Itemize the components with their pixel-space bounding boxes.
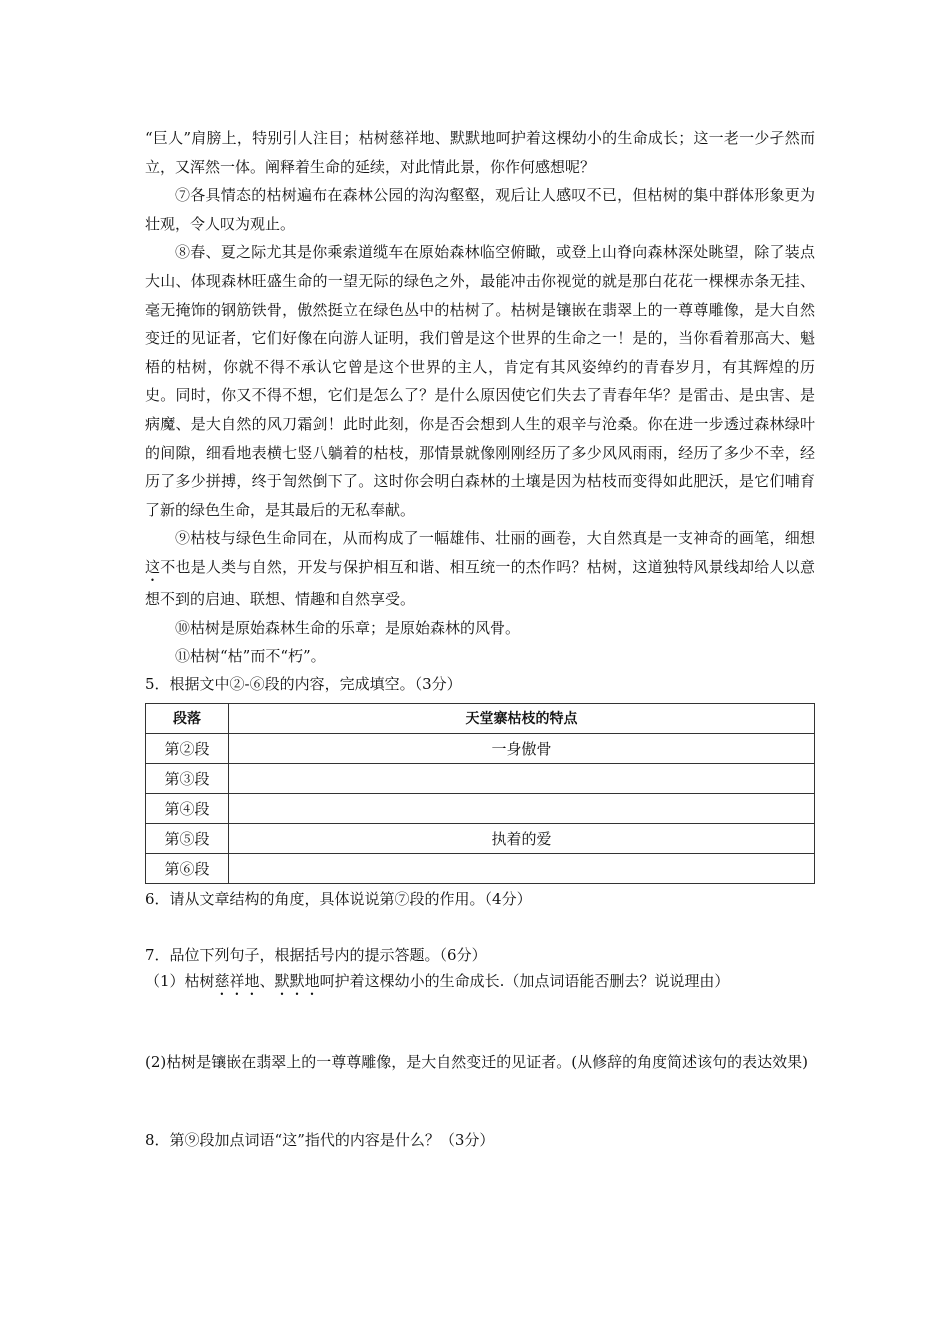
table-row xyxy=(146,733,815,763)
row-label: 第②段 xyxy=(146,733,229,763)
header-paragraph: 段落 xyxy=(146,703,229,733)
table-row xyxy=(146,763,815,793)
answer-cell[interactable] xyxy=(229,853,815,883)
paragraph-10: ⑩枯树是原始森林生命的乐章；是原始森林的风骨。 xyxy=(175,618,521,637)
question-5: 5．根据文中②-⑥段的内容，完成填空。（3分） xyxy=(145,674,462,693)
paragraph-8: ⑧春、夏之际尤其是你乘索道缆车在原始森林临空俯瞰，或登上山脊向森林深处眺望，除了装点大山、体现森林旺盛生命的一望无际的绿色之外，最能冲击你视觉的就是那白花花一棵棵赤条无挂、毫无掩饰的钢筋铁骨，傲然挺立在绿色丛中的枯树了。枯树是镶嵌在翡翠上的一尊尊雕像，是大自然变迁的见证者，它们好像在向游人证明，我们曾是这个世界的生命之一！是的，当你看着那高大、魁梧的枯树，你就不得不承认它曾是这个世界的主人，肯定有其风姿绰约的青春岁月，有其辉煌的历史。同时，你又不得不想，它们是怎么了？是什么原因使它们失去了青春年华？是雷击、是虫害、是病魔、是大自然的风刀霜剑！此时此刻，你是否会想到人生的艰辛与沧桑。你在进一步透过森林绿叶的间隙，细看地表横七竖八躺着的枯枝，那情景就像刚刚经历了多少风风雨雨，经历了多少不幸，经历了多少拼搏，终于訇然倒下了。这时你会明白森林的土壤是因为枯枝而变得如此肥沃，是它们哺育了新的绿色生命，是其最后的无私奉献。 xyxy=(145,243,815,519)
sentence-1-mid: 、 xyxy=(259,971,275,990)
paragraph-11: ⑪枯树“枯”而不“朽”。 xyxy=(175,647,326,666)
table-row xyxy=(146,853,815,883)
paragraph-9-part-a: ⑨枯枝与绿色生命同在，从而构成了一幅雄伟、壮丽的画卷，大自然真是一支神奇的画笔，细想 xyxy=(175,529,815,548)
question-8: 8．第⑨段加点词语“这”指代的内容是什么？（3分） xyxy=(145,1130,495,1149)
row-label: 第⑤段 xyxy=(146,823,229,853)
answer-cell[interactable]: 一身傲骨 xyxy=(229,733,815,763)
question-6: 6．请从文章结构的角度，具体说说第⑦段的作用。（4分） xyxy=(145,889,532,908)
table-row xyxy=(146,793,815,823)
sentence-1-post: 呵护着这棵幼小的生命成长.（加点词语能否删去？说说理由） xyxy=(319,971,730,990)
answer-space-7-1[interactable] xyxy=(145,999,815,1049)
table-header-row xyxy=(146,703,815,733)
paragraph-intro: “巨人”肩膀上，特别引人注目；枯树慈祥地、默默地呵护着这棵幼小的生命成长；这一老一少孑然而立，又浑然一体。阐释着生命的延续，对此情此景，你作何感想呢？ xyxy=(145,129,815,176)
question-7: 7．品位下列句子，根据括号内的提示答题。（6分） xyxy=(145,945,487,964)
emphasized-word-cixiangdi: 慈祥地 xyxy=(214,971,260,990)
header-feature: 天堂寨枯枝的特点 xyxy=(229,703,815,733)
question-7-sentence-2: (2)枯树是镶嵌在翡翠上的一尊尊雕像，是大自然变迁的见证者。(从修辞的角度简述该句的表达效果) xyxy=(145,1052,808,1071)
document-page xyxy=(145,124,815,1153)
question-7-sentence-1 xyxy=(145,968,815,999)
sentence-1-pre: （1）枯树 xyxy=(145,971,215,990)
paragraph-9-part-b: 不也是人类与自然，开发与保护相互和谐、相互统一的杰作吗？枯树，这道独特风景线却给人以意想不到的启迪、联想、情趣和自然享受。 xyxy=(145,557,815,608)
answer-cell[interactable] xyxy=(229,793,815,823)
answer-cell[interactable]: 执着的爱 xyxy=(229,823,815,853)
answer-space-6[interactable] xyxy=(145,912,815,942)
row-label: 第③段 xyxy=(146,763,229,793)
row-label: 第④段 xyxy=(146,793,229,823)
emphasized-word-momodi: 默默地 xyxy=(274,971,320,990)
answer-table xyxy=(145,703,815,884)
emphasized-word-zhe: 这 xyxy=(145,557,161,576)
paragraph-7: ⑦各具情态的枯树遍布在森林公园的沟沟壑壑，观后让人感叹不已，但枯树的集中群体形象更为壮观，令人叹为观止。 xyxy=(145,186,815,233)
table-row xyxy=(146,823,815,853)
row-label: 第⑥段 xyxy=(146,853,229,883)
answer-space-7-2[interactable] xyxy=(145,1075,815,1127)
answer-cell[interactable] xyxy=(229,763,815,793)
paragraph-9 xyxy=(145,524,815,613)
